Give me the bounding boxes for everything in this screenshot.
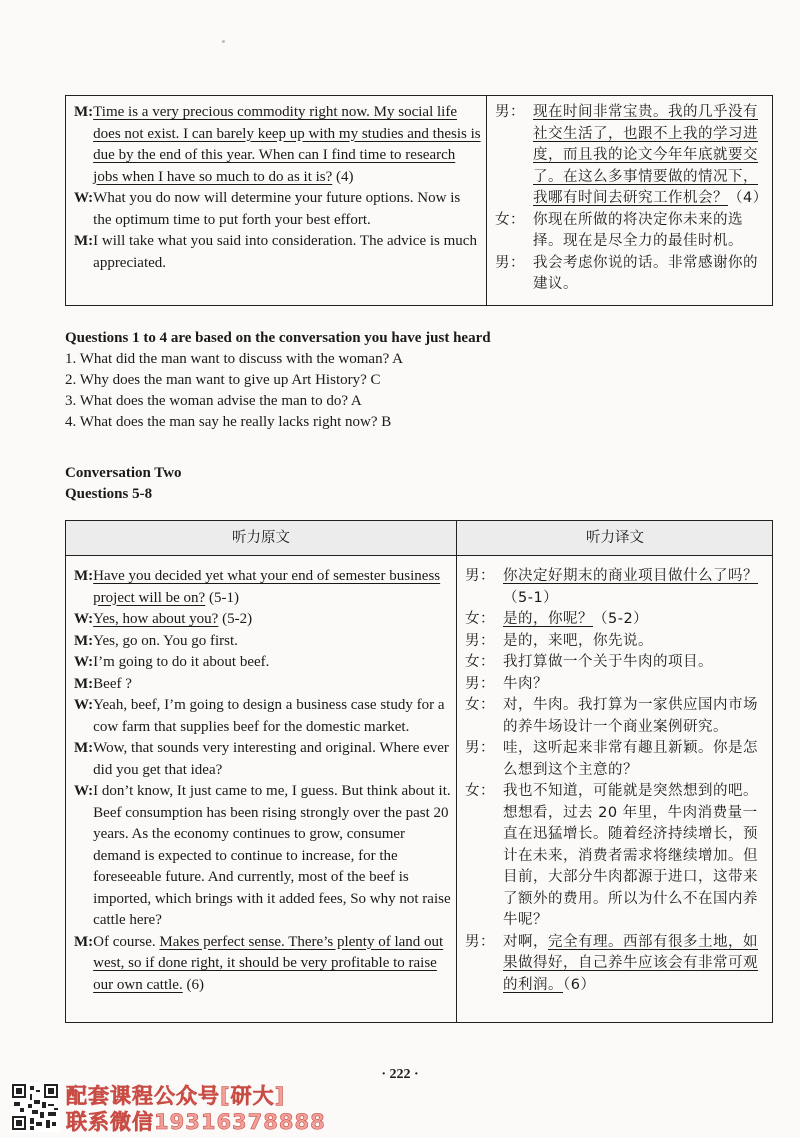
plain-text: (4) (332, 168, 354, 185)
dialogue-turn (74, 188, 482, 231)
dialogue-turn (465, 631, 768, 653)
underlined-text: Time is a very precious commodity right now. My social life does not exist. I can barely keep up with my studies and thesis is due by the end of this year. When can I find time to research jobs when I have so much to do as it is? (93, 104, 481, 185)
dialogue-text (533, 210, 768, 253)
plain-text: I’m going to do it about beef. (93, 654, 270, 670)
dialogue-turn (74, 695, 452, 738)
dialogue-turn (74, 102, 482, 188)
speaker-label: 男： (495, 104, 525, 120)
plain-text: （5-1） (503, 589, 559, 606)
speaker-label: 男： (465, 740, 495, 756)
conversation-title: Conversation Two (65, 465, 182, 481)
plain-text: 你现在所做的将决定你未来的选择。现在是尽全力的最佳时机。 (533, 211, 743, 249)
watermark-line-2: 联系微信19316378888 (66, 1110, 326, 1134)
plain-text: 我打算做一个关于牛肉的项目。 (503, 654, 713, 670)
dialogue-turn (74, 781, 452, 932)
plain-text: (5-2) (218, 611, 253, 627)
dialogue-text (503, 609, 768, 631)
dialogue-text (93, 652, 452, 674)
plain-text: Beef ? (93, 675, 132, 692)
dialogue-turn (465, 695, 768, 738)
dialogue-text (93, 609, 452, 631)
underlined-text: 完全有理。西部有很多土地，如果做得好，自己养牛应该会有非常可观的利润。 (503, 933, 758, 993)
dialogue-text (93, 932, 452, 997)
conversation-subtitle: Questions 5-8 (65, 486, 153, 502)
questions-list (65, 349, 765, 433)
plain-text: 我也不知道，可能就是突然想到的吧。想想看，过去 20 年里，牛肉消费量一直在迅猛增长。随着经济持续增长，预计在未来，消费者需求将继续增加。但目前，大部分牛肉都源于进口，这带来了额外的费用。所以为什么不在国内养牛呢？ (503, 783, 758, 928)
dialogue-turn (74, 932, 452, 997)
speaker-label: M: (74, 233, 94, 249)
plain-text: 我会考虑你说的话。非常感谢你的建议。 (533, 254, 758, 292)
transcript-table-1 (65, 95, 773, 306)
speaker-label: M: (74, 933, 94, 950)
speaker-label: M: (74, 632, 94, 649)
dialogue-text (533, 102, 768, 210)
speaker-label: M: (74, 104, 94, 120)
dialogue-turn (74, 566, 452, 609)
speaker-label: 男： (465, 933, 495, 950)
underlined-text: 现在时间非常宝贵。我的几乎没有社交生活了，也跟不上我的学习进度，而且我的论文今年年底就要交了。在这么多事情要做的情况下，我哪有时间去研究工作机会？ (533, 104, 758, 206)
question-item: 2. Why does the man want to give up Art History? C (65, 372, 381, 388)
english-column (66, 557, 456, 1022)
dialogue-turn (74, 231, 482, 274)
dialogue-text (93, 231, 482, 274)
speaker-label: W: (74, 697, 94, 713)
dialogue-turn (74, 609, 452, 631)
question-item: 1. What did the man want to discuss with the woman? A (65, 351, 404, 367)
speaker-label: W: (74, 190, 94, 206)
dialogue-text (503, 566, 768, 609)
dialogue-turn (74, 674, 452, 696)
dialogue-text (93, 738, 452, 781)
plain-text: （6） (563, 976, 596, 993)
questions-block (65, 328, 765, 433)
speaker-label: 女： (465, 654, 495, 670)
plain-text: 哇，这听起来非常有趣且新颖。你是怎么想到这个主意的？ (503, 740, 758, 778)
transcript-table-2 (65, 520, 773, 1023)
header-original: 听力原文 (232, 530, 290, 546)
dialogue-text (93, 566, 452, 609)
speaker-label: M: (74, 740, 94, 756)
dialogue-text (93, 631, 452, 653)
dialogue-text (503, 695, 768, 738)
underlined-text: Have you decided yet what your end of semester business project will be on? (93, 568, 441, 606)
dialogue-turn (465, 781, 768, 932)
speaker-label: 女： (465, 697, 495, 713)
dialogue-turn (465, 932, 768, 997)
speaker-label: W: (74, 783, 94, 799)
dialogue-text (93, 695, 452, 738)
plain-text: 牛肉？ (503, 675, 548, 692)
question-item: 4. What does the man say he really lacks right now? B (65, 414, 392, 430)
speaker-label: 女： (465, 611, 495, 627)
speaker-label: 女： (465, 783, 495, 799)
dialogue-turn (74, 738, 452, 781)
speaker-label: W: (74, 611, 94, 627)
dialogue-text (93, 188, 482, 231)
dialogue-text (93, 102, 482, 188)
speaker-label: 男： (465, 675, 495, 692)
watermark-line-1: 配套课程公众号[研大] (66, 1084, 286, 1108)
chinese-column (487, 96, 774, 305)
underlined-text: 是的，你呢？ (503, 611, 593, 627)
speaker-label: 男： (465, 632, 495, 649)
english-column (66, 96, 486, 305)
dialogue-text (503, 738, 768, 781)
underlined-text: 你决定好期末的商业项目做什么了吗？ (503, 568, 758, 584)
plain-text: （4） (728, 190, 768, 206)
dialogue-turn (495, 102, 768, 210)
speck (222, 40, 225, 43)
speaker-label: 女： (495, 211, 525, 228)
dialogue-turn (465, 652, 768, 674)
questions-heading: Questions 1 to 4 are based on the conversation you have just heard (65, 330, 491, 346)
plain-text: 对啊， (503, 933, 548, 950)
speaker-label: 男： (495, 254, 525, 271)
dialogue-text (503, 674, 768, 696)
speaker-label: M: (74, 568, 94, 584)
header-translation: 听力译文 (586, 530, 644, 546)
dialogue-turn (465, 738, 768, 781)
plain-text: I don’t know, It just came to me, I guess. But think about it. Beef consumption has been rising strongly over the past 20 years. As the economy continues to grow, consumer demand is expected to continue to increase, for the foreseeable future. And currently, most of the beef is imported, which brings with it added fees, So why not raise cattle here? (93, 783, 451, 928)
speaker-label: W: (74, 654, 94, 670)
plain-text: (5-1) (205, 589, 239, 606)
plain-text: Wow, that sounds very interesting and original. Where ever did you get that idea? (93, 740, 449, 778)
dialogue-turn (465, 609, 768, 631)
plain-text: 对，牛肉。我打算为一家供应国内市场的养牛场设计一个商业案例研究。 (503, 697, 758, 735)
plain-text: Yes, go on. You go first. (93, 632, 238, 649)
plain-text: （5-2） (593, 611, 649, 627)
dialogue-text (503, 781, 768, 932)
page-number: · 222 · (381, 1067, 419, 1082)
speaker-label: M: (74, 675, 94, 692)
dialogue-text (503, 631, 768, 653)
underlined-text: Yes, how about you? (93, 611, 219, 627)
plain-text: Yeah, beef, I’m going to design a business case study for a cow farm that supplies beef for the domestic market. (93, 697, 445, 735)
dialogue-turn (74, 631, 452, 653)
chinese-column (457, 557, 774, 1022)
dialogue-turn (465, 566, 768, 609)
plain-text: I will take what you said into consideration. The advice is much appreciated. (93, 233, 477, 271)
dialogue-turn (74, 652, 452, 674)
dialogue-text (503, 652, 768, 674)
qr-code-icon (10, 1082, 60, 1132)
speaker-label: 男： (465, 568, 495, 584)
dialogue-turn (465, 674, 768, 696)
dialogue-text (93, 674, 452, 696)
plain-text: (6) (182, 976, 204, 993)
dialogue-text (503, 932, 768, 997)
plain-text: 是的，来吧，你先说。 (503, 632, 653, 649)
plain-text: What you do now will determine your future options. Now is the optimum time to put forth your best effort. (93, 190, 461, 228)
dialogue-text (533, 253, 768, 296)
dialogue-turn (495, 253, 768, 296)
table-header-row (66, 521, 772, 556)
dialogue-turn (495, 210, 768, 253)
question-item: 3. What does the woman advise the man to do? A (65, 393, 362, 409)
underlined-text: Makes perfect sense. There’s plenty of land out west, so if done right, it should be very profitable to raise our own cattle. (93, 933, 444, 993)
plain-text: Of course. (93, 933, 160, 950)
dialogue-text (93, 781, 452, 932)
